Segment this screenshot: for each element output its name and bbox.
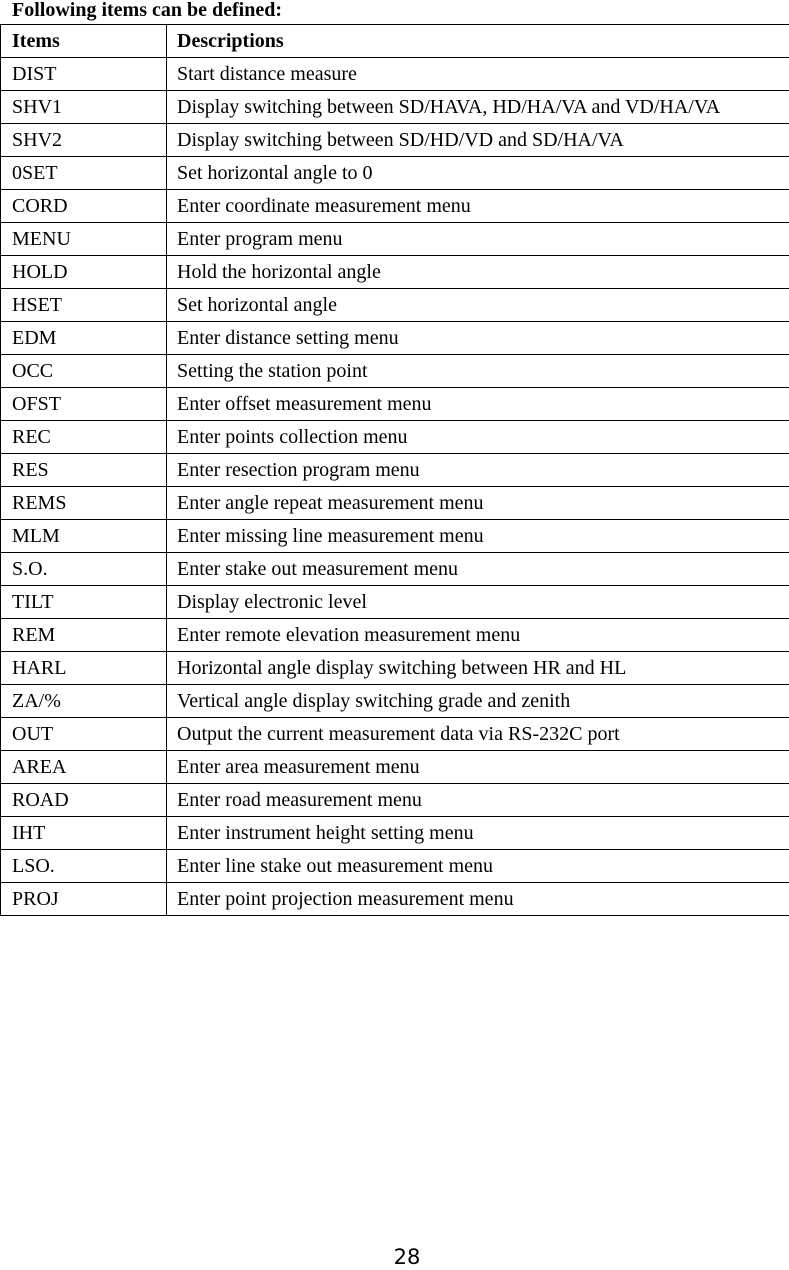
item-code: TILT [1, 586, 167, 619]
item-code: EDM [1, 322, 167, 355]
table-row [1, 685, 789, 718]
table-row [1, 619, 789, 652]
item-description: Enter instrument height setting menu [167, 817, 789, 850]
item-code: LSO. [1, 850, 167, 883]
item-description: Enter stake out measurement menu [167, 553, 789, 586]
table-row [1, 850, 789, 883]
table-row [1, 91, 789, 124]
item-code: PROJ [1, 883, 167, 916]
table-row [1, 652, 789, 685]
table-row [1, 454, 789, 487]
item-code: MLM [1, 520, 167, 553]
table-header-row [1, 25, 789, 58]
item-code: REC [1, 421, 167, 454]
table-row [1, 289, 789, 322]
table-row [1, 751, 789, 784]
item-description: Display electronic level [167, 586, 789, 619]
table-row [1, 322, 789, 355]
item-code: SHV1 [1, 91, 167, 124]
item-description: Display switching between SD/HD/VD and SD/HA/VA [167, 124, 789, 157]
table-row [1, 157, 789, 190]
item-description: Vertical angle display switching grade and zenith [167, 685, 789, 718]
item-description: Enter program menu [167, 223, 789, 256]
item-description: Enter distance setting menu [167, 322, 789, 355]
table-row [1, 520, 789, 553]
table-row [1, 553, 789, 586]
item-description: Setting the station point [167, 355, 789, 388]
item-code: OUT [1, 718, 167, 751]
item-description: Enter line stake out measurement menu [167, 850, 789, 883]
item-description: Hold the horizontal angle [167, 256, 789, 289]
item-code: SHV2 [1, 124, 167, 157]
item-description: Enter angle repeat measurement menu [167, 487, 789, 520]
table-row [1, 421, 789, 454]
item-code: 0SET [1, 157, 167, 190]
item-code: HARL [1, 652, 167, 685]
column-header-descriptions: Descriptions [167, 25, 789, 58]
item-code: REMS [1, 487, 167, 520]
items-table [0, 24, 789, 916]
table-row [1, 355, 789, 388]
item-code: HSET [1, 289, 167, 322]
item-description: Set horizontal angle [167, 289, 789, 322]
table-row [1, 817, 789, 850]
item-code: HOLD [1, 256, 167, 289]
item-description: Set horizontal angle to 0 [167, 157, 789, 190]
item-description: Enter missing line measurement menu [167, 520, 789, 553]
item-code: IHT [1, 817, 167, 850]
item-description: Display switching between SD/HAVA, HD/HA/VA and VD/HA/VA [167, 91, 789, 124]
item-code: OFST [1, 388, 167, 421]
item-description: Horizontal angle display switching between HR and HL [167, 652, 789, 685]
item-code: ZA/% [1, 685, 167, 718]
table-row [1, 784, 789, 817]
item-description: Start distance measure [167, 58, 789, 91]
item-code: S.O. [1, 553, 167, 586]
table-row [1, 388, 789, 421]
page-number: 28 [0, 1244, 789, 1270]
item-code: OCC [1, 355, 167, 388]
item-description: Enter remote elevation measurement menu [167, 619, 789, 652]
column-header-items: Items [1, 25, 167, 58]
item-code: DIST [1, 58, 167, 91]
item-description: Enter offset measurement menu [167, 388, 789, 421]
table-row [1, 190, 789, 223]
table-row [1, 223, 789, 256]
table-row [1, 883, 789, 916]
item-description: Enter road measurement menu [167, 784, 789, 817]
item-code: AREA [1, 751, 167, 784]
table-row [1, 586, 789, 619]
item-description: Enter coordinate measurement menu [167, 190, 789, 223]
table-row [1, 718, 789, 751]
item-description: Enter point projection measurement menu [167, 883, 789, 916]
item-description: Enter area measurement menu [167, 751, 789, 784]
table-row [1, 58, 789, 91]
table-row [1, 124, 789, 157]
table-row [1, 256, 789, 289]
item-description: Enter resection program menu [167, 454, 789, 487]
item-code: RES [1, 454, 167, 487]
item-code: REM [1, 619, 167, 652]
item-code: CORD [1, 190, 167, 223]
item-code: MENU [1, 223, 167, 256]
table-row [1, 487, 789, 520]
section-heading: Following items can be defined: [12, 0, 282, 22]
item-code: ROAD [1, 784, 167, 817]
item-description: Enter points collection menu [167, 421, 789, 454]
item-description: Output the current measurement data via RS-232C port [167, 718, 789, 751]
